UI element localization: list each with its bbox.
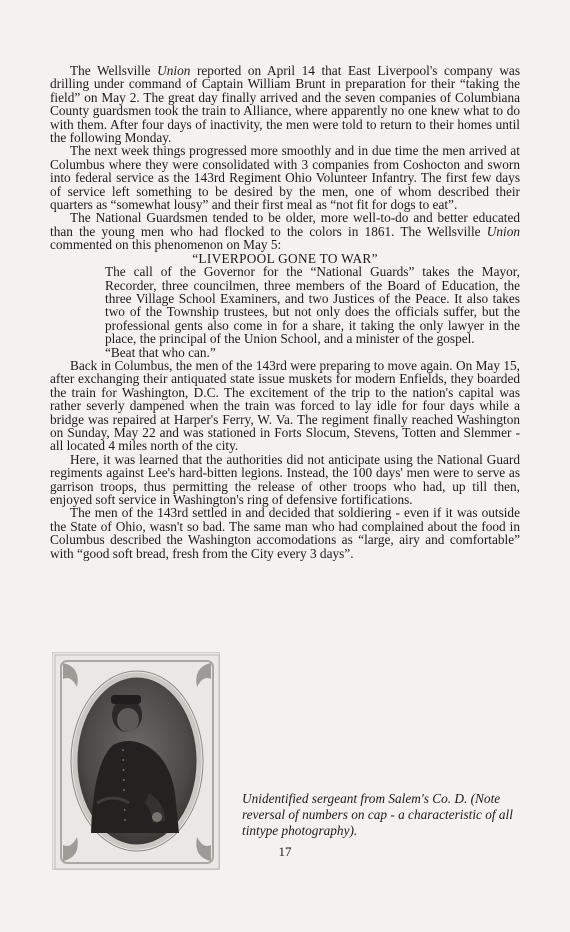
tintype-photograph — [52, 652, 220, 870]
paragraph-1-text-b: reported on April 14 that East Liverpool's company was drilling under command of Captain William Brunt in preparation for their “taking the field” on May 2. The great day finally arrived and the seven companies of Columbiana County guardsmen took the train to Alliance, where apparently no one knew what to do with them. After four days of inactivity, the men were told to return to their homes until the following Monday. — [50, 63, 520, 146]
paragraph-5: Here, it was learned that the authorities did not anticipate using the National Guard regiments against Lee's hard-bitten legions. Instead, the 100 days' men were to serve as garrison troops, thus permitting the release of other troops who had, up till then, enjoyed soft service in Washington's ring of defensive fortifications. — [50, 451, 520, 507]
block-quote — [105, 265, 520, 359]
paragraph-6: The men of the 143rd settled in and decided that soldiering - even if it was outside the State of Ohio, wasn't so bad. The same man who had complained about the food in Columbus described the Washington accomodations as “large, airy and comfortable” with “good soft bread, fresh from the City every 3 days”. — [50, 505, 520, 561]
newspaper-name: Union — [486, 223, 520, 239]
paragraph-1-text-a: The Wellsville — [70, 63, 158, 78]
quote-body: The call of the Governor for the “National Guards” takes the Mayor, Recorder, three councilmen, three members of the Board of Education, the three Village School Examiners, and two Justices of the Peace. It also takes two of the Township trustees, but not only does the officials suffer, but the professional gents also come in for a share, it taking the only lawyer in the place, the principal of the Union School, and a minister of the gospel. — [105, 264, 520, 347]
quote-end: “Beat that who can.” — [105, 344, 216, 360]
quote-heading: “LIVERPOOL GONE TO WAR” — [192, 250, 378, 266]
paragraph-2: The next week things progressed more smoothly and in due time the men arrived at Columbus where they were consolidated with 3 companies from Coshocton and sworn into federal service as the 143rd Regiment Ohio Volunteer Infantry. The first few days of service left something to be desired by the men, one of whom described their quarters as “somewhat lousy” and their first meal as “not fit for dogs to eat”. — [50, 143, 520, 213]
page-number: 17 — [278, 844, 292, 859]
body-text — [50, 64, 520, 560]
photo-caption: Unidentified sergeant from Salem's Co. D. (Note reversal of numbers on cap - a characteristic of all tintype photography). — [242, 791, 513, 838]
paragraph-3-text-b: commented on this phenomenon on May 5: — [50, 237, 282, 253]
paragraph-3-text-a: The National Guardsmen tended to be older, more well-to-do and better educated than the young men who had flocked to the colors in 1861. The Wellsville — [50, 210, 520, 239]
tintype-image — [53, 653, 221, 871]
paragraph-4: Back in Columbus, the men of the 143rd were preparing to move again. On May 15, after exchanging their antiquated state issue muskets for modern Enfields, they boarded the train for Washington, D.C. The excitement of the trip to the nation's capital was rather severly dampened when the train was forced to lay idle for four days while a bridge was repaired at Harper's Ferry, W. Va. The regiment finally reached Washington on Sunday, May 22 and was stationed in Forts Slocum, Stevens, Totten and Slemmer - all located 4 miles north of the city. — [50, 357, 520, 454]
newspaper-name: Union — [157, 63, 191, 78]
paragraph-3 — [50, 211, 520, 251]
paragraph-1 — [50, 64, 520, 144]
